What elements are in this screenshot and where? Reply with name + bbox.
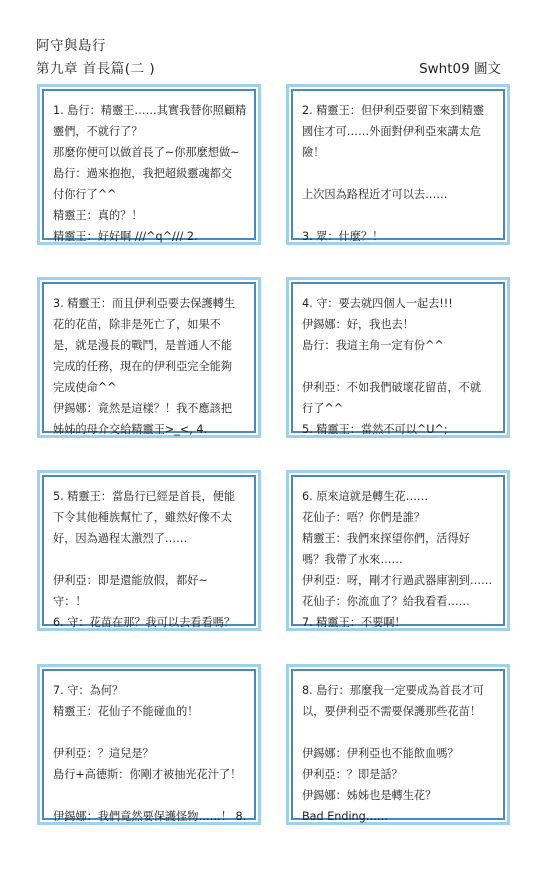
panel-line: 2. 精靈王：但伊利亞要留下來到精靈 xyxy=(302,104,485,117)
panel-6 xyxy=(286,470,510,631)
panel-7 xyxy=(37,664,261,825)
panel-line: 伊利亞：？這兒是？ xyxy=(53,747,154,760)
panel-line: 精靈王：好好啊 ///^q^/// 2. xyxy=(53,230,198,243)
panel-line xyxy=(302,722,495,743)
panel-8-text xyxy=(291,669,505,823)
panel-line: 守：！ xyxy=(53,595,87,608)
panel-line: 行了^^ xyxy=(302,402,344,415)
panel-line: 付你行了^^ xyxy=(53,188,117,201)
panel-line: 險！ xyxy=(302,146,325,159)
panel-line: 嗎？我帶了水來…… xyxy=(302,553,403,566)
panel-line: 3. 精靈王：而且伊利亞要去保護轉生 xyxy=(53,297,236,310)
panel-line: 伊利亞：不如我們破壞花留苗，不就 xyxy=(302,381,482,394)
panel-line: 伊錫娜：我們竟然要保護怪物……！ 8. xyxy=(53,810,247,823)
panel-line: 島行：我這主角一定有份^^ xyxy=(302,339,444,352)
panel-line: 1. 島行：精靈王……其實我替你照顧精 xyxy=(53,104,247,117)
page-title: 阿守與島行 xyxy=(36,38,106,54)
panel-4-text xyxy=(291,282,505,436)
panel-3-text xyxy=(42,282,256,436)
panel-line: 6. 守：花苗在那？我可以去看看嗎？ xyxy=(53,616,236,629)
panel-line: 伊利亞：呀，剛才行過武器庫割到…… xyxy=(302,574,493,587)
panel-line xyxy=(302,163,495,184)
panel-8 xyxy=(286,664,510,825)
panel-line: 5. 精靈王：當島行已經是首長，便能 xyxy=(53,490,236,503)
panel-line: 姊姊的母介交給精靈王>_<, 4. xyxy=(53,423,208,436)
panel-line: 島行：過來抱抱，我把超級靈魂都交 xyxy=(53,167,233,180)
panel-line: 島行+高德斯：你剛才被抽光花汁了！ xyxy=(53,768,242,781)
panel-2-text xyxy=(291,89,505,243)
panel-7-text xyxy=(42,669,256,823)
panel-line: 伊錫娜：竟然是這樣？！我不應該把 xyxy=(53,402,233,415)
panel-line: 完成的任務，現在的伊利亞完全能夠 xyxy=(53,360,233,373)
panel-1 xyxy=(37,84,261,245)
panel-line xyxy=(302,205,495,226)
panel-line: 7. 守：為何？ xyxy=(53,684,124,697)
panel-line xyxy=(53,549,246,570)
panel-line: 伊錫娜：姊姊也是轉生花？ xyxy=(302,789,437,802)
panel-line: 精靈王：我們來探望你們，活得好 xyxy=(302,532,470,545)
panel-line: 伊錫娜：伊利亞也不能飲血嗎？ xyxy=(302,747,459,760)
panel-line: 花的花苗，除非是死亡了，如果不 xyxy=(53,318,221,331)
chapter-subtitle: 第九章 首長篇(二 ) xyxy=(36,61,156,77)
panel-2 xyxy=(286,84,510,245)
panel-line: 國住才可……外面對伊利亞來講太危 xyxy=(302,125,482,138)
panel-line: 上次因為路程近才可以去…… xyxy=(302,188,448,201)
panel-3 xyxy=(37,277,261,438)
panel-line: 4. 守：要去就四個人一起去!!! xyxy=(302,297,453,310)
panel-line: 5. 精靈王：當然不可以^U^; xyxy=(302,423,448,436)
panel-line: 7. 精靈王：不要啊！ xyxy=(302,616,406,629)
panel-line: 精靈王：真的？！ xyxy=(53,209,143,222)
panel-line: 好，因為過程太激烈了…… xyxy=(53,532,188,545)
panel-line: 是，就是漫長的戰鬥，是普通人不能 xyxy=(53,339,233,352)
panel-line: 伊錫娜：好，我也去！ xyxy=(302,318,414,331)
panel-line: 靈們，不就行了？ xyxy=(53,125,143,138)
author-credit: Swht09 圖文 xyxy=(419,61,501,77)
panel-line: Bad Ending…… xyxy=(302,810,389,823)
panel-line xyxy=(302,356,495,377)
panel-4 xyxy=(286,277,510,438)
panel-line: 伊利亞：即是還能放假，都好~ xyxy=(53,574,208,587)
panel-1-text xyxy=(42,89,256,243)
panel-line: 8. 島行：那麼我一定要成為首長才可 xyxy=(302,684,485,697)
panel-line: 伊利亞：？即是話？ xyxy=(302,768,403,781)
panel-line: 6. 原來這就是轉生花…… xyxy=(302,490,429,503)
panel-6-text xyxy=(291,475,505,629)
panel-line: 3. 眾：什麼？！ xyxy=(302,230,384,243)
panel-line: 花仙子：你流血了？給我看看…… xyxy=(302,595,470,608)
panel-line: 完成使命^^ xyxy=(53,381,117,394)
panel-line xyxy=(53,722,246,743)
panel-line: 精靈王：花仙子不能碰血的！ xyxy=(53,705,199,718)
panel-line: 下令其他種族幫忙了，雖然好像不太 xyxy=(53,511,233,524)
panel-line: 花仙子：唔？你們是誰？ xyxy=(302,511,426,524)
panel-line: 以，要伊利亞不需要保護那些花苗！ xyxy=(302,705,482,718)
panel-line xyxy=(53,785,246,806)
panel-5-text xyxy=(42,475,256,629)
panel-line: 那麼你便可以做首長了~你那麼想做~ xyxy=(53,146,240,159)
panel-5 xyxy=(37,470,261,631)
